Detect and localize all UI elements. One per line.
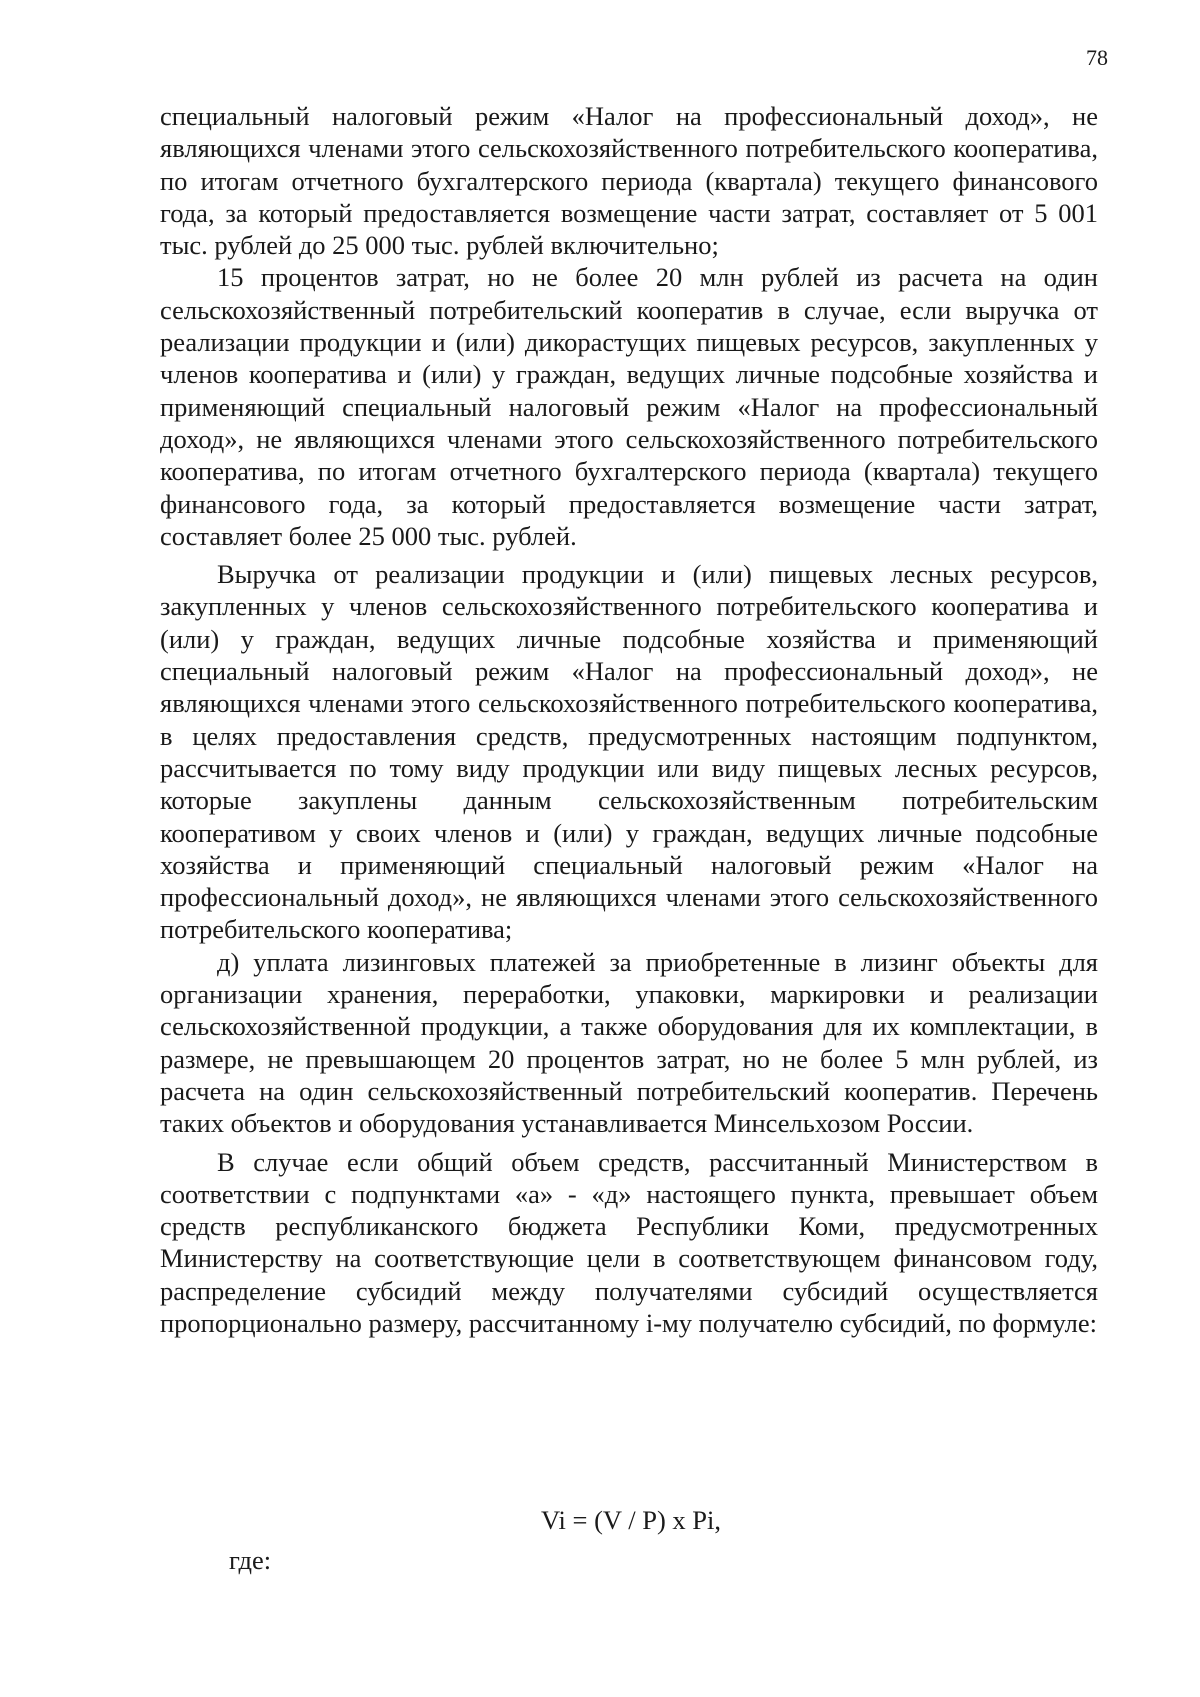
- formula: Vi = (V / P) x Pi,: [541, 1505, 721, 1535]
- page-number: 78: [1086, 45, 1108, 70]
- paragraph-distribution: В случае если общий объем средств, рассчитанный Министерством в соответствии с подпунктами «а» - «д» настоящего пункта, превышает объем средств республиканского бюджета Республики Коми, предусмотренных Министерству на соответствующие цели в соответствующем финансовом году, распределение субсидий между получателями субсидий осуществляется пропорционально размеру, рассчитанному i-му получателю субсидий, по формуле:: [160, 1146, 1098, 1338]
- document-body: [160, 100, 1098, 1339]
- paragraph-revenue: Выручка от реализации продукции и (или) пищевых лесных ресурсов, закупленных у членов сельскохозяйственного потребительского кооператива и (или) у граждан, ведущих личные подсобные хозяйства и применяющий специальный налоговый режим «Налог на профессиональный доход», не являющихся членами этого сельскохозяйственного потребительского кооператива, в целях предоставления средств, предусмотренных настоящим подпунктом, рассчитывается по тому виду продукции или виду пищевых лесных ресурсов, которые закуплены данным сельскохозяйственным потребительским кооперативом у своих членов и (или) у граждан, ведущих личные подсобные хозяйства и применяющий специальный налоговый режим «Налог на профессиональный доход», не являющихся членами этого сельскохозяйственного потребительского кооператива;: [160, 559, 1098, 945]
- paragraph-15-percent: 15 процентов затрат, но не более 20 млн рублей из расчета на один сельскохозяйственный потребительский кооператив в случае, если выручка от реализации продукции и (или) дикорастущих пищевых ресурсов, закупленных у членов кооператива и (или) у граждан, ведущих личные подсобные хозяйства и применяющий специальный налоговый режим «Налог на профессиональный доход», не являющихся членами этого сельскохозяйственного потребительского кооператива, по итогам отчетного бухгалтерского периода (квартала) текущего финансового года, за который предоставляется возмещение части затрат, составляет более 25 000 тыс. рублей.: [160, 262, 1098, 551]
- paragraph-continuation: специальный налоговый режим «Налог на профессиональный доход», не являющихся членами этого сельскохозяйственного потребительского кооператива, по итогам отчетного бухгалтерского периода (квартала) текущего финансового года, за который предоставляется возмещение части затрат, составляет от 5 001 тыс. рублей до 25 000 тыс. рублей включительно;: [160, 101, 1098, 261]
- where-label: где:: [229, 1545, 272, 1575]
- paragraph-leasing: д) уплата лизинговых платежей за приобретенные в лизинг объекты для организации хранения, переработки, упаковки, маркировки и реализации сельскохозяйственной продукции, а также оборудования для их комплектации, в размере, не превышающем 20 процентов затрат, но не более 5 млн рублей, из расчета на один сельскохозяйственный потребительский кооператив. Перечень таких объектов и оборудования устанавливается Минсельхозом России.: [160, 946, 1098, 1139]
